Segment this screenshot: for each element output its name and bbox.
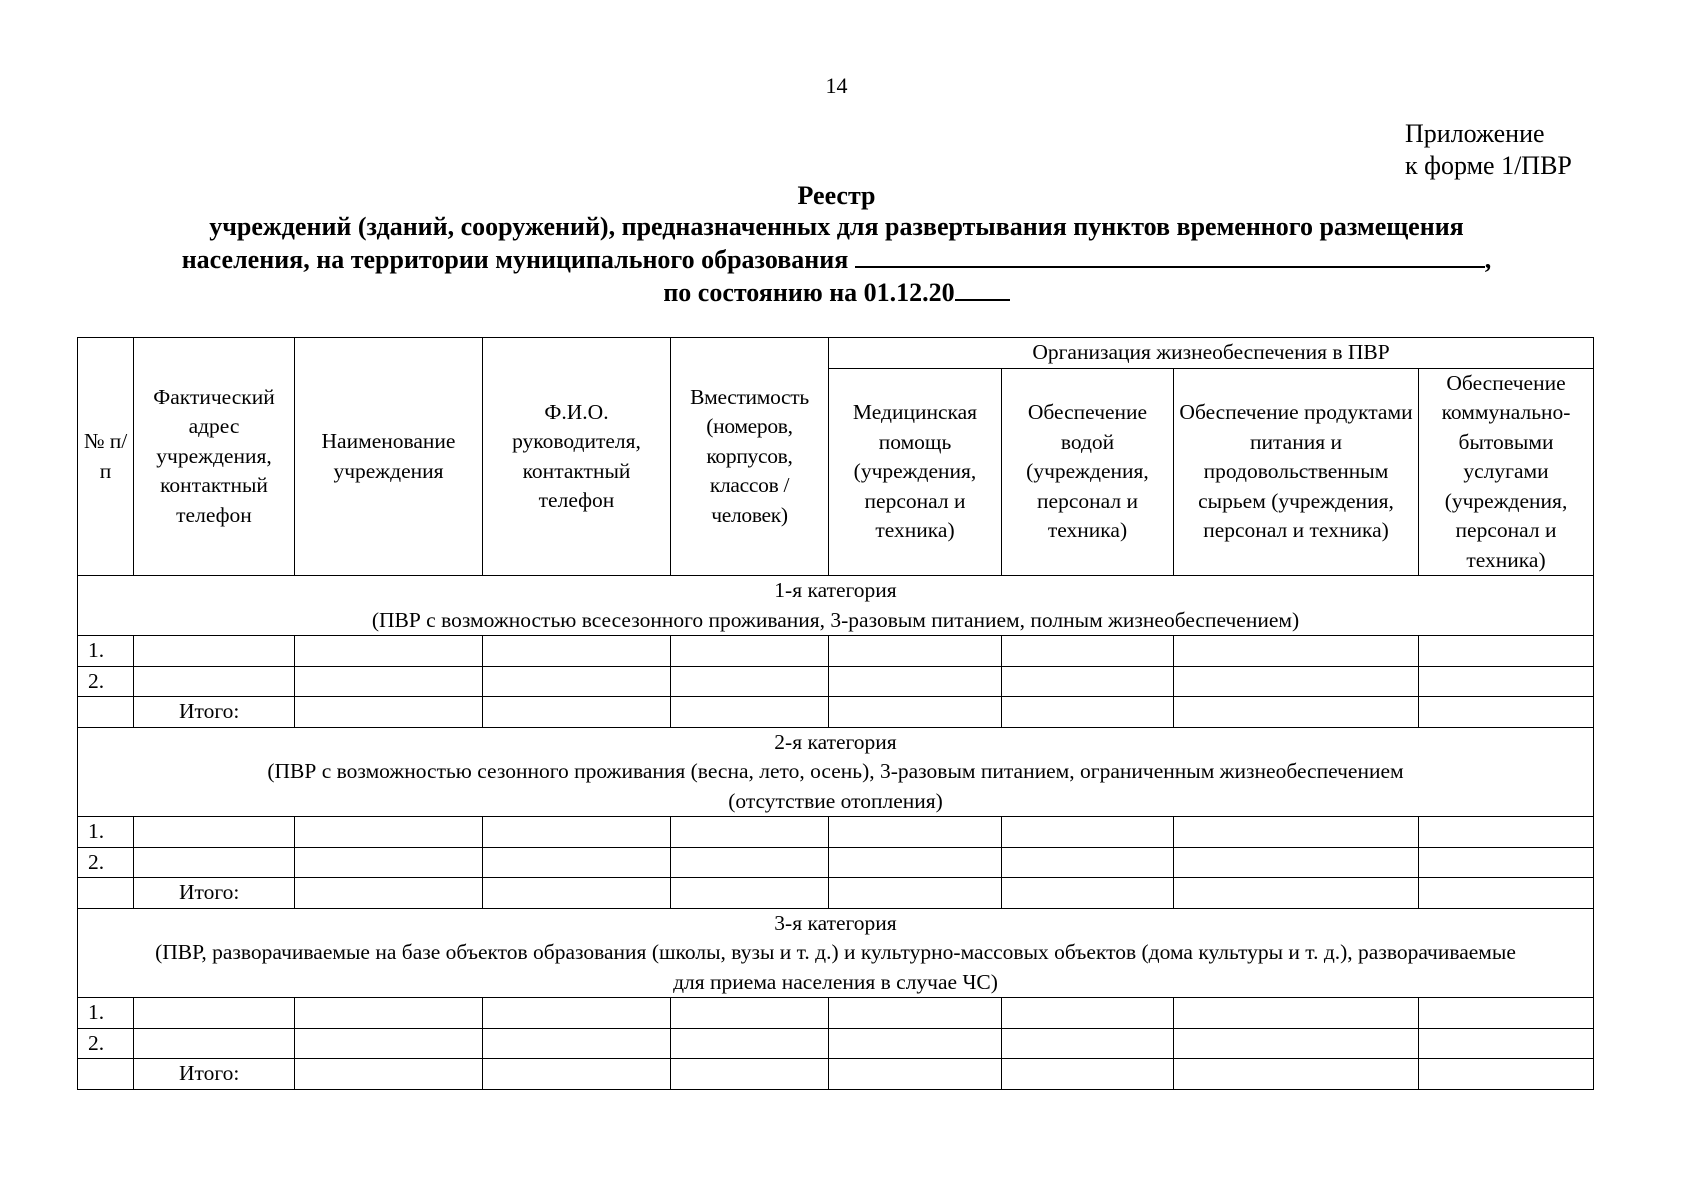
cell-food	[1174, 817, 1419, 848]
cell-address	[134, 666, 295, 697]
cell-head	[483, 878, 671, 909]
title-line-1: Реестр	[797, 181, 876, 210]
cell-name	[295, 878, 483, 909]
cell-medical	[829, 998, 1002, 1029]
cell-water	[1002, 1028, 1174, 1059]
cell-food	[1174, 1028, 1419, 1059]
title-line-4	[0, 275, 1673, 308]
table-row	[78, 1028, 1594, 1059]
cell-water	[1002, 1059, 1174, 1090]
total-row	[78, 1059, 1594, 1090]
header-num: № п/п	[78, 338, 134, 576]
cell-head	[483, 817, 671, 848]
header-utility: Обеспечение коммунально-бытовыми услугами (учреждения, персонал и техника)	[1419, 368, 1594, 576]
category-2-desc: (ПВР с возможностью сезонного проживания (весна, лето, осень), 3-разовым питанием, ограниченным жизнеобеспечением (отсутствие отопления)	[267, 759, 1404, 813]
cell-head	[483, 666, 671, 697]
cell-head	[483, 998, 671, 1029]
cell-name	[295, 636, 483, 667]
total-label: Итого:	[134, 878, 295, 909]
cell-name	[295, 697, 483, 728]
cell-capacity	[671, 1059, 829, 1090]
table-row	[78, 666, 1594, 697]
cell-medical	[829, 1028, 1002, 1059]
cell-utility	[1419, 697, 1594, 728]
cell-food	[1174, 636, 1419, 667]
cell-address	[134, 1028, 295, 1059]
header-water: Обеспечение водой (учреждения, персонал и техника)	[1002, 368, 1174, 576]
total-label: Итого:	[134, 1059, 295, 1090]
header-head: Ф.И.О. руководителя, контактный телефон	[483, 338, 671, 576]
cell-water	[1002, 998, 1174, 1029]
cell-name	[295, 817, 483, 848]
cell-medical	[829, 847, 1002, 878]
cell-food	[1174, 666, 1419, 697]
header-address: Фактический адрес учреждения, контактный телефон	[134, 338, 295, 576]
row-number: 1.	[78, 817, 134, 848]
cell-medical	[829, 817, 1002, 848]
cell-water	[1002, 666, 1174, 697]
document-title	[0, 180, 1673, 308]
cell-name	[295, 998, 483, 1029]
category-1-title: 1-я категория	[774, 578, 897, 602]
cell-capacity	[671, 998, 829, 1029]
cell-capacity	[671, 878, 829, 909]
cell-water	[1002, 817, 1174, 848]
title-line-3-comma: ,	[1484, 245, 1492, 274]
header-life-support-group: Организация жизнеобеспечения в ПВР	[829, 338, 1594, 369]
cell-food	[1174, 878, 1419, 909]
header-name: Наименование учреждения	[295, 338, 483, 576]
total-label: Итого:	[134, 697, 295, 728]
cell-medical	[829, 1059, 1002, 1090]
title-line-3	[0, 242, 1673, 275]
category-3-desc: (ПВР, разворачиваемые на базе объектов образования (школы, вузы и т. д.) и культурно-массовых объектов (дома культуры и т. д.), разворачиваемые для приема населения в случае ЧС)	[155, 940, 1516, 994]
cell-capacity	[671, 847, 829, 878]
cell-address	[134, 847, 295, 878]
cell-food	[1174, 1059, 1419, 1090]
cell-medical	[829, 666, 1002, 697]
cell-utility	[1419, 666, 1594, 697]
appendix-line-2: к форме 1/ПВР	[1405, 151, 1572, 180]
title-date-text: по состоянию на 01.12.20	[663, 278, 955, 307]
table-row	[78, 847, 1594, 878]
cell-water	[1002, 847, 1174, 878]
cell-num-empty	[78, 878, 134, 909]
cell-capacity	[671, 666, 829, 697]
cell-utility	[1419, 636, 1594, 667]
cell-water	[1002, 878, 1174, 909]
header-medical: Медицинская помощь (учреждения, персонал и техника)	[829, 368, 1002, 576]
cell-name	[295, 666, 483, 697]
cell-num-empty	[78, 1059, 134, 1090]
registry-table	[77, 337, 1594, 1090]
cell-capacity	[671, 697, 829, 728]
appendix-note	[1405, 118, 1572, 182]
municipality-blank	[855, 242, 1485, 268]
cell-utility	[1419, 1059, 1594, 1090]
header-food: Обеспечение продуктами питания и продовольственным сырьем (учреждения, персонал и техника)	[1174, 368, 1419, 576]
title-line-2: учреждений (зданий, сооружений), предназначенных для развертывания пунктов временного размещения	[209, 212, 1464, 241]
cell-medical	[829, 697, 1002, 728]
cell-head	[483, 1059, 671, 1090]
cell-head	[483, 636, 671, 667]
category-1-desc: (ПВР с возможностью всесезонного проживания, 3-разовым питанием, полным жизнеобеспечением)	[371, 607, 1300, 632]
cell-capacity	[671, 636, 829, 667]
cell-head	[483, 1028, 671, 1059]
year-blank	[955, 275, 1010, 301]
total-row	[78, 697, 1594, 728]
cell-capacity	[671, 817, 829, 848]
category-3-title: 3-я категория	[774, 910, 897, 935]
table-row	[78, 636, 1594, 667]
cell-name	[295, 1059, 483, 1090]
row-number: 1.	[78, 998, 134, 1029]
cell-medical	[829, 636, 1002, 667]
cell-food	[1174, 998, 1419, 1029]
cell-utility	[1419, 847, 1594, 878]
category-2-heading	[78, 727, 1594, 817]
cell-water	[1002, 697, 1174, 728]
cell-name	[295, 1028, 483, 1059]
cell-address	[134, 998, 295, 1029]
header-capacity: Вместимость (номеров, корпусов, классов / человек)	[671, 338, 829, 576]
cell-utility	[1419, 1028, 1594, 1059]
cell-head	[483, 847, 671, 878]
cell-utility	[1419, 817, 1594, 848]
category-2-title: 2-я категория	[774, 729, 897, 754]
cell-address	[134, 636, 295, 667]
cell-food	[1174, 847, 1419, 878]
title-line-3-text: населения, на территории муниципального образования	[181, 245, 849, 274]
cell-name	[295, 847, 483, 878]
row-number: 2.	[78, 666, 134, 697]
cell-medical	[829, 878, 1002, 909]
cell-water	[1002, 636, 1174, 667]
table-row	[78, 817, 1594, 848]
table-row	[78, 998, 1594, 1029]
total-row	[78, 878, 1594, 909]
cell-utility	[1419, 998, 1594, 1029]
cell-food	[1174, 697, 1419, 728]
cell-utility	[1419, 878, 1594, 909]
row-number: 1.	[78, 636, 134, 667]
appendix-line-1: Приложение	[1405, 119, 1545, 148]
page-number: 14	[825, 73, 848, 98]
category-3-heading	[78, 908, 1594, 998]
category-1-heading	[78, 576, 1594, 636]
cell-head	[483, 697, 671, 728]
cell-num-empty	[78, 697, 134, 728]
row-number: 2.	[78, 1028, 134, 1059]
cell-address	[134, 817, 295, 848]
row-number: 2.	[78, 847, 134, 878]
cell-capacity	[671, 1028, 829, 1059]
